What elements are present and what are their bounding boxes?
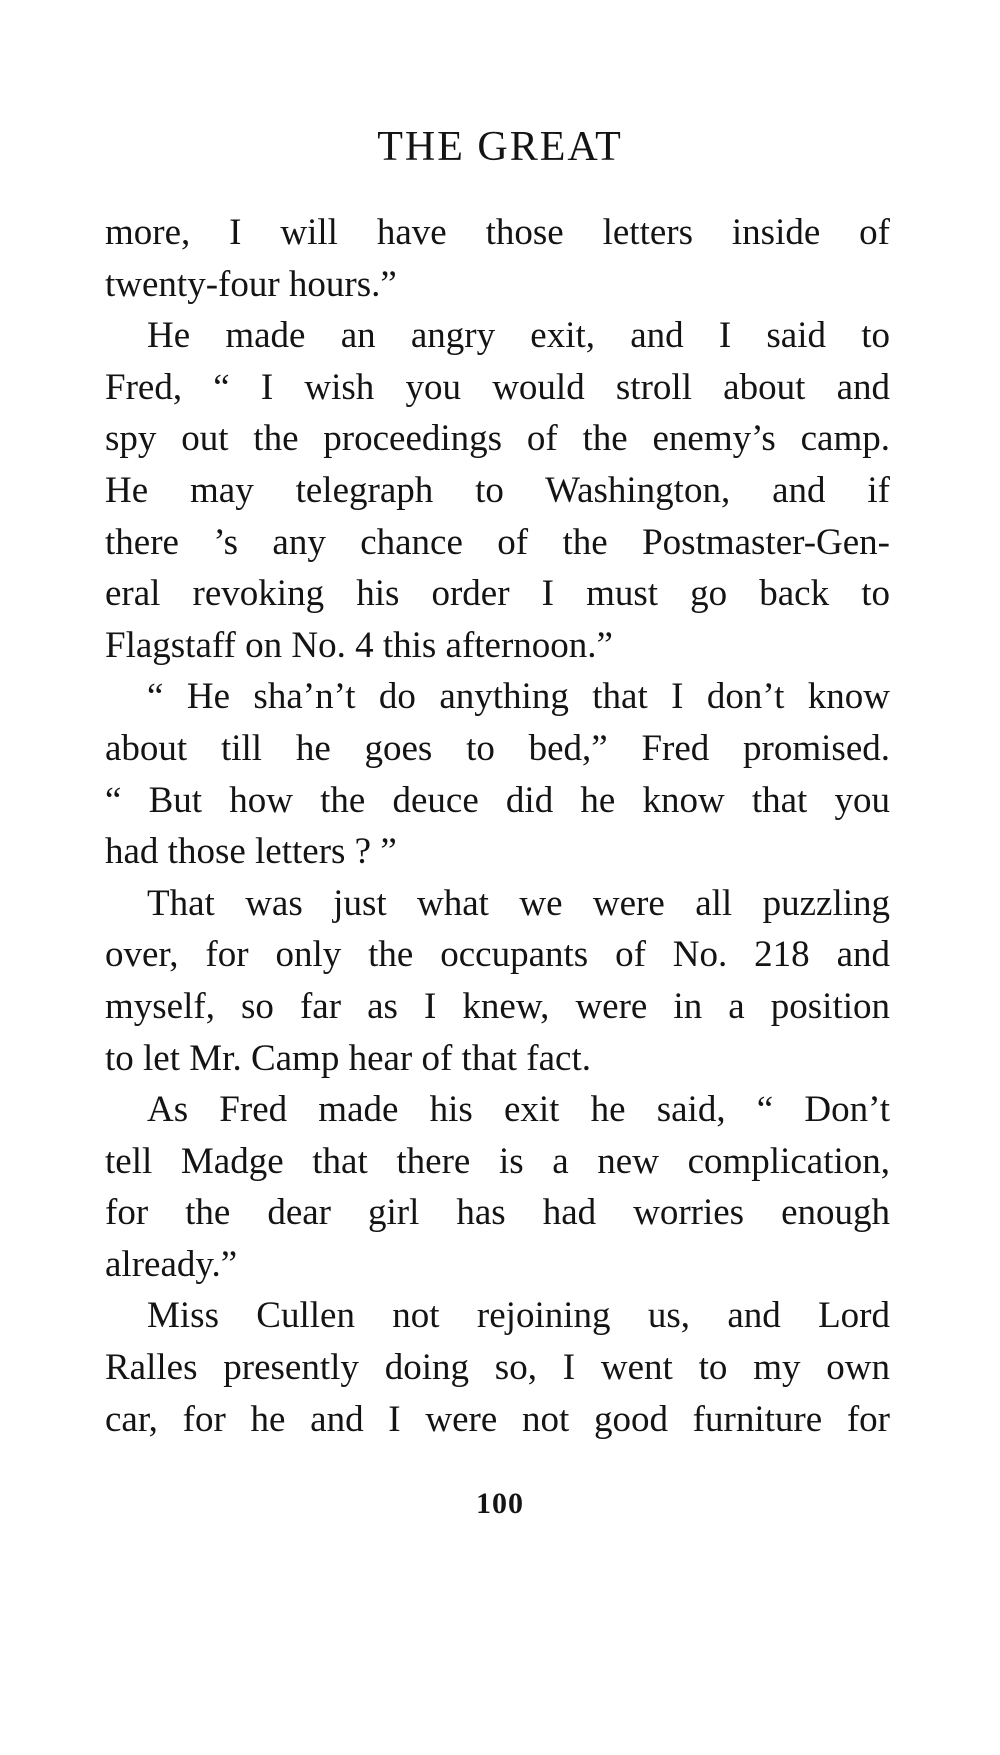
text-line: about till he goes to bed,” Fred promised. <box>105 727 890 769</box>
text-line: tell Madge that there is a new complication, <box>105 1140 890 1182</box>
page-number: 100 <box>476 1487 524 1520</box>
text-line: “ But how the deuce did he know that you <box>105 779 890 821</box>
paragraph-2 <box>105 310 890 671</box>
text-line: eral revoking his order I must go back to <box>105 573 890 615</box>
text-line: to let Mr. Camp hear of that fact. <box>105 1037 591 1079</box>
running-head: THE GREAT <box>377 124 623 170</box>
text-line: car, for he and I were not good furniture for <box>105 1398 890 1440</box>
text-line: myself, so far as I knew, were in a position <box>105 985 890 1027</box>
paragraph-5 <box>105 1084 890 1290</box>
text-line: Miss Cullen not rejoining us, and Lord <box>147 1295 890 1337</box>
paragraph-4 <box>105 878 890 1084</box>
text-line: Fred, “ I wish you would stroll about and <box>105 366 890 408</box>
text-line: As Fred made his exit he said, “ Don’t <box>147 1089 890 1131</box>
text-line: twenty-four hours.” <box>105 263 397 305</box>
paragraph-6 <box>105 1290 890 1445</box>
text-line: Ralles presently doing so, I went to my own <box>105 1347 890 1389</box>
text-line: That was just what we were all puzzling <box>147 882 890 924</box>
text-line: already.” <box>105 1243 238 1285</box>
text-line: over, for only the occupants of No. 218 and <box>105 934 890 976</box>
paragraph-3 <box>105 671 890 877</box>
text-line: “ He sha’n’t do anything that I don’t know <box>147 676 890 718</box>
text-line: more, I will have those letters inside of <box>105 212 890 253</box>
body-text <box>105 207 890 1445</box>
text-line: there ’s any chance of the Postmaster-Gen- <box>105 521 890 563</box>
paragraph-1 <box>105 207 890 310</box>
text-line: He made an angry exit, and I said to <box>147 315 890 357</box>
text-line: spy out the proceedings of the enemy’s camp. <box>105 418 890 460</box>
text-line: Flagstaff on No. 4 this afternoon.” <box>105 624 613 666</box>
text-line: for the dear girl has had worries enough <box>105 1192 890 1234</box>
text-line: He may telegraph to Washington, and if <box>105 469 890 511</box>
text-line: had those letters ? ” <box>105 831 397 873</box>
